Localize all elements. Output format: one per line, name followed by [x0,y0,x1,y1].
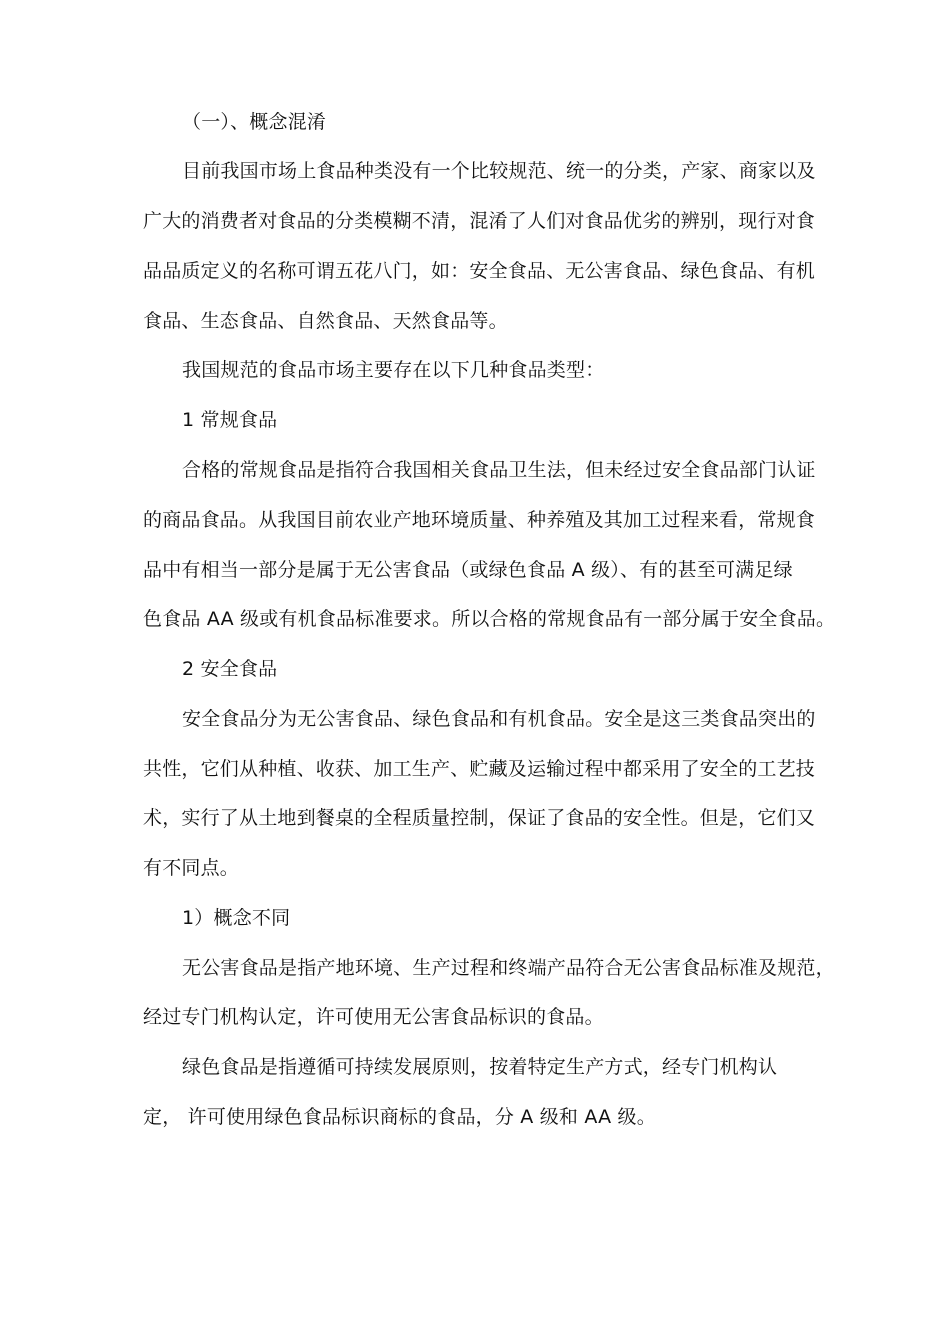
paragraph-line: 术，实行了从土地到餐桌的全程质量控制，保证了食品的安全性。但是，它们又 [143,807,816,829]
paragraph-line: 共性，它们从种植、收获、加工生产、贮藏及运输过程中都采用了安全的工艺技 [143,758,816,780]
paragraph-line: 色食品 AA 级或有机食品标准要求。所以合格的常规食品有一部分属于安全食品。 [143,608,836,630]
subheading: 2 安全食品 [182,658,278,680]
paragraph-line: 食品、生态食品、自然食品、天然食品等。 [143,310,508,332]
paragraph-line: 的商品食品。从我国目前农业产地环境质量、种养殖及其加工过程来看，常规食 [143,509,816,531]
paragraph-line: 安全食品分为无公害食品、绿色食品和有机食品。安全是这三类食品突出的 [182,708,816,730]
paragraph-line: 品中有相当一部分是属于无公害食品（或绿色食品 A 级）、有的甚至可满足绿 [143,559,793,581]
subheading: 1 常规食品 [182,409,278,431]
subheading: 1）概念不同 [182,907,291,929]
section-heading: （一）、概念混淆 [182,111,327,133]
paragraph-line: 品品质定义的名称可谓五花八门，如：安全食品、无公害食品、绿色食品、有机 [143,260,816,282]
paragraph-line: 定， 许可使用绿色食品标识商标的食品，分 A 级和 AA 级。 [143,1106,656,1128]
paragraph-line: 目前我国市场上食品种类没有一个比较规范、统一的分类，产家、商家以及 [182,160,816,182]
paragraph-line: 经过专门机构认定，许可使用无公害食品标识的食品。 [143,1006,604,1028]
paragraph-line: 广大的消费者对食品的分类模糊不清，混淆了人们对食品优劣的辨别，现行对食 [143,210,816,232]
paragraph-line: 我国规范的食品市场主要存在以下几种食品类型： [182,359,605,381]
paragraph-line: 合格的常规食品是指符合我国相关食品卫生法，但未经过安全食品部门认证 [182,459,816,481]
paragraph-line: 有不同点。 [143,857,240,879]
paragraph-line: 无公害食品是指产地环境、生产过程和终端产品符合无公害食品标准及规范， [182,957,835,979]
paragraph-line: 绿色食品是指遵循可持续发展原则，按着特定生产方式，经专门机构认 [182,1056,778,1078]
